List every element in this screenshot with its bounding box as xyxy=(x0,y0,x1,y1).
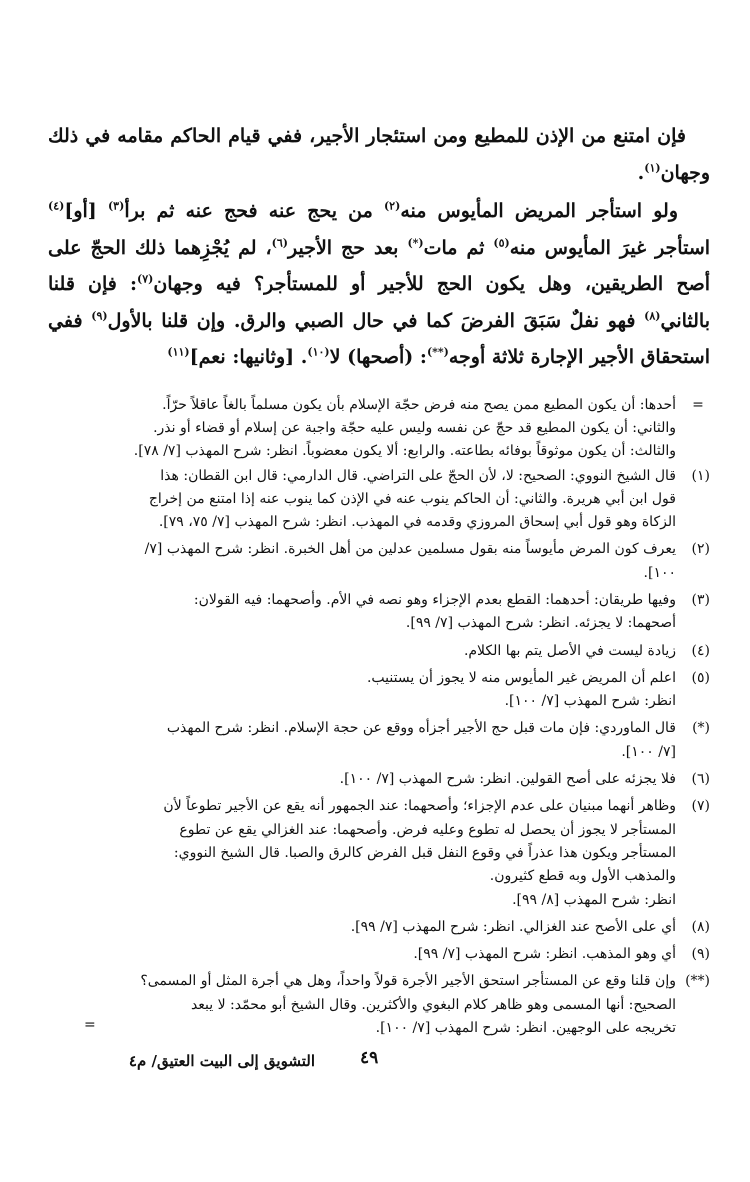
footnote-line: والثاني: أن يكون المطيع قد حجّ عن نفسه وليس عليه حجّة واجبة عن إسلام أو قضاء أو نذر. xyxy=(153,419,676,436)
text-run: استأجر غيرَ المأيوس منه xyxy=(509,236,711,259)
footnote-ref: (٦) xyxy=(271,236,288,250)
footnote-text xyxy=(48,667,676,714)
footnote-line: أي وهو المذهب. انظر: شرح المهذب [٧/ ٩٩]. xyxy=(413,946,676,963)
text-run: ثم مات xyxy=(423,236,494,259)
footnote xyxy=(48,589,710,636)
footnote-line: انظر: شرح المهذب [٧/ ١٠٠]. xyxy=(504,693,676,710)
book-signature: التشويق إلى البيت العتيق/ م٤ xyxy=(128,1052,315,1070)
text-run: ففي استحقاق الأجير الإجارة ثلاثة أوجه xyxy=(48,309,710,368)
footnote xyxy=(48,795,710,911)
footnote xyxy=(48,640,710,663)
footnote-line: ١٠٠]. xyxy=(643,564,676,581)
footnote-line: الصحيح: أنها المسمى وهو ظاهر كلام البغوي والأكثرين. وقال الشيخ أبو محمّد: لا يبعد xyxy=(190,996,676,1013)
footnote-text xyxy=(48,795,676,911)
footnote xyxy=(48,717,710,764)
page-footer xyxy=(60,1048,710,1078)
text-run: فهو نفلٌ سَبَقَ الفرضَ كما في حال الصبي والرق. وإن قلنا بالأول xyxy=(107,309,645,332)
footnote-number: (٣) xyxy=(691,591,710,608)
text-run: ، لم يُجْزِهما ذلك الحجّ على أصح الطريقين، وهل يكون الحج للأجير أو للمستأجر؟ فيه وجهان xyxy=(48,236,711,295)
footnote-line: اعلم أن المريض غير المأيوس منه لا يجوز أن يستنيب. xyxy=(366,669,676,686)
footnote-ref: (١٠) xyxy=(307,345,330,359)
paragraph-2 xyxy=(48,193,710,376)
footnote-number: (٢) xyxy=(691,541,710,558)
footnote-ref: (٧) xyxy=(136,272,154,286)
footnote-text xyxy=(48,943,676,966)
footnote-line: زيادة ليست في الأصل يتم بها الكلام. xyxy=(463,642,676,659)
footnote-number: (٩) xyxy=(691,946,710,963)
footnote-line: أصحهما: لا يجزئه. انظر: شرح المهذب [٧/ ٩٩]. xyxy=(405,615,676,632)
footnote-number: (٥) xyxy=(691,669,710,686)
footnote-ref: (**) xyxy=(426,345,449,359)
footnote-number: (**) xyxy=(685,973,710,990)
footnote xyxy=(48,943,710,966)
footnote xyxy=(48,916,710,939)
footnote-text xyxy=(48,768,676,791)
text-run: . [وثانيها: نعم] xyxy=(189,346,308,368)
footnote-line: والثالث: أن يكون موثوقاً بوفائه بطاعته. والرابع: ألا يكون معضوباً. انظر: شرح المهذب [٧/ ٧٨]. xyxy=(133,442,676,459)
text-run: : (أصحها) لا xyxy=(329,346,427,368)
footnote-line: الزكاة وهو قول أبي إسحاق المروزي وقدمه في المهذب. انظر: شرح المهذب [٧/ ٧٥، ٧٩]. xyxy=(158,514,676,531)
footnote-line: المستأجر ويكون هذا عذراً في وقوع النفل قبل الفرض كالرق والصبا. قال الشيخ النووي: xyxy=(173,844,676,861)
main-text xyxy=(48,118,710,376)
footnote-line: المستأجر لا يجوز أن يحصل له تطوع وعليه فرض. وأصحهما: عند الغزالي يقع عن تطوع xyxy=(179,821,676,838)
footnote xyxy=(48,970,710,1040)
footnote-list xyxy=(48,465,710,1041)
footnote-line: أي على الأصح عند الغزالي. انظر: شرح المهذب [٧/ ٩٩]. xyxy=(350,918,676,935)
footnote-line: تخريجه على الوجهين. انظر: شرح المهذب [٧/ ١٠٠]. xyxy=(375,1020,676,1037)
footnote-continuation-lines xyxy=(134,394,676,463)
footnote-text xyxy=(48,640,676,663)
footnote-line: والمذهب الأول وبه قطع كثيرون. xyxy=(489,868,676,885)
footnote-line: قال الماوردي: فإن مات قبل حج الأجير أجزأه ووقع عن حجة الإسلام. انظر: شرح المهذب xyxy=(166,720,676,737)
footnote-continuation xyxy=(48,394,710,463)
footnote-text xyxy=(48,538,676,585)
page-number: ٤٩ xyxy=(360,1048,379,1068)
footnote-ref: (٨) xyxy=(644,309,661,323)
paragraph-1 xyxy=(48,118,710,191)
footnote xyxy=(48,768,710,791)
footnote-text xyxy=(48,589,676,636)
footnote xyxy=(48,667,710,714)
footnote xyxy=(48,538,710,585)
continuation-marker: = xyxy=(84,1017,96,1033)
footnote-line: أحدها: أن يكون المطيع ممن يصح منه فرض حجّة الإسلام بأن يكون مسلماً بالغاً عاقلاً حرّاً. xyxy=(162,396,676,413)
footnote-line: وفيها طريقان: أحدهما: القطع بعدم الإجزاء وهو نصه في الأم. وأصحهما: فيه القولان: xyxy=(193,591,676,608)
footnote-ref: (٥) xyxy=(493,236,510,250)
footnote-line: فلا يجزئه على أصح القولين. انظر: شرح المهذب [٧/ ١٠٠]. xyxy=(339,771,676,788)
footnote-text xyxy=(48,916,676,939)
footnote-ref: (٤) xyxy=(48,199,65,213)
footnote-ref: (*) xyxy=(407,236,424,250)
footnote xyxy=(48,465,710,535)
footnote-ref: (٣) xyxy=(107,199,125,213)
footnote-line: [٧/ ١٠٠]. xyxy=(621,743,676,760)
footnote-line: وظاهر أنهما مبنيان على عدم الإجزاء؛ وأصحهما: عند الجمهور أنه يقع عن الأجير تطوعاً لأن xyxy=(163,798,676,815)
footnote-number: (٧) xyxy=(691,798,710,815)
page-body xyxy=(48,118,710,1044)
footnote-line: قال الشيخ النووي: الصحيح: لا، لأن الحجّ على التراضي. قال الدارمي: قال ابن القطان: هذا xyxy=(160,467,676,484)
footnote-line: قول ابن أبي هريرة. والثاني: أن الحاكم ينوب عنه في الإذن كما ينوب عنه إذا امتنع من إخراج xyxy=(148,490,676,507)
footnote-text xyxy=(48,465,676,535)
footnote-line: انظر: شرح المهذب [٨/ ٩٩]. xyxy=(512,891,676,908)
text-run: من يحج عنه فحج عنه ثم برأ xyxy=(124,200,384,222)
footnote-ref: (٢) xyxy=(383,199,401,213)
footnote-ref: (١) xyxy=(644,161,661,175)
footnote-number: (١) xyxy=(691,467,710,484)
text-run: . xyxy=(637,161,645,184)
footnote-number: (٦) xyxy=(691,771,710,788)
footnote-ref: (٩) xyxy=(91,309,108,323)
text-run: [أو] xyxy=(64,200,108,222)
footnote-text xyxy=(48,970,676,1040)
footnote-line: يعرف كون المرض مأيوساً منه بقول مسلمين عدلين من أهل الخبرة. انظر: شرح المهذب [٧/ xyxy=(144,541,676,558)
footnote-number: (٨) xyxy=(691,918,710,935)
footnote-number: (٤) xyxy=(691,642,710,659)
footnote-text xyxy=(48,717,676,764)
footnote-number: (*) xyxy=(692,720,710,737)
text-run: بعد حج الأجير xyxy=(287,236,408,259)
text-run: : فإن قلنا بالثاني xyxy=(48,273,710,332)
continuation-marker: = xyxy=(692,396,704,413)
footnote-line: وإن قلنا وقع عن المستأجر استحق الأجير الأجرة قولاً واحداً، وهل هي أجرة المثل أو المسمى؟ xyxy=(140,973,676,990)
text-run: فإن امتنع من الإذن للمطيع ومن استئجار الأجير، ففي قيام الحاكم مقامه في ذلك وجهان xyxy=(48,125,710,184)
footnote-ref: (١١) xyxy=(167,345,190,359)
text-run: ولو استأجر المريض المأيوس منه xyxy=(400,200,678,222)
